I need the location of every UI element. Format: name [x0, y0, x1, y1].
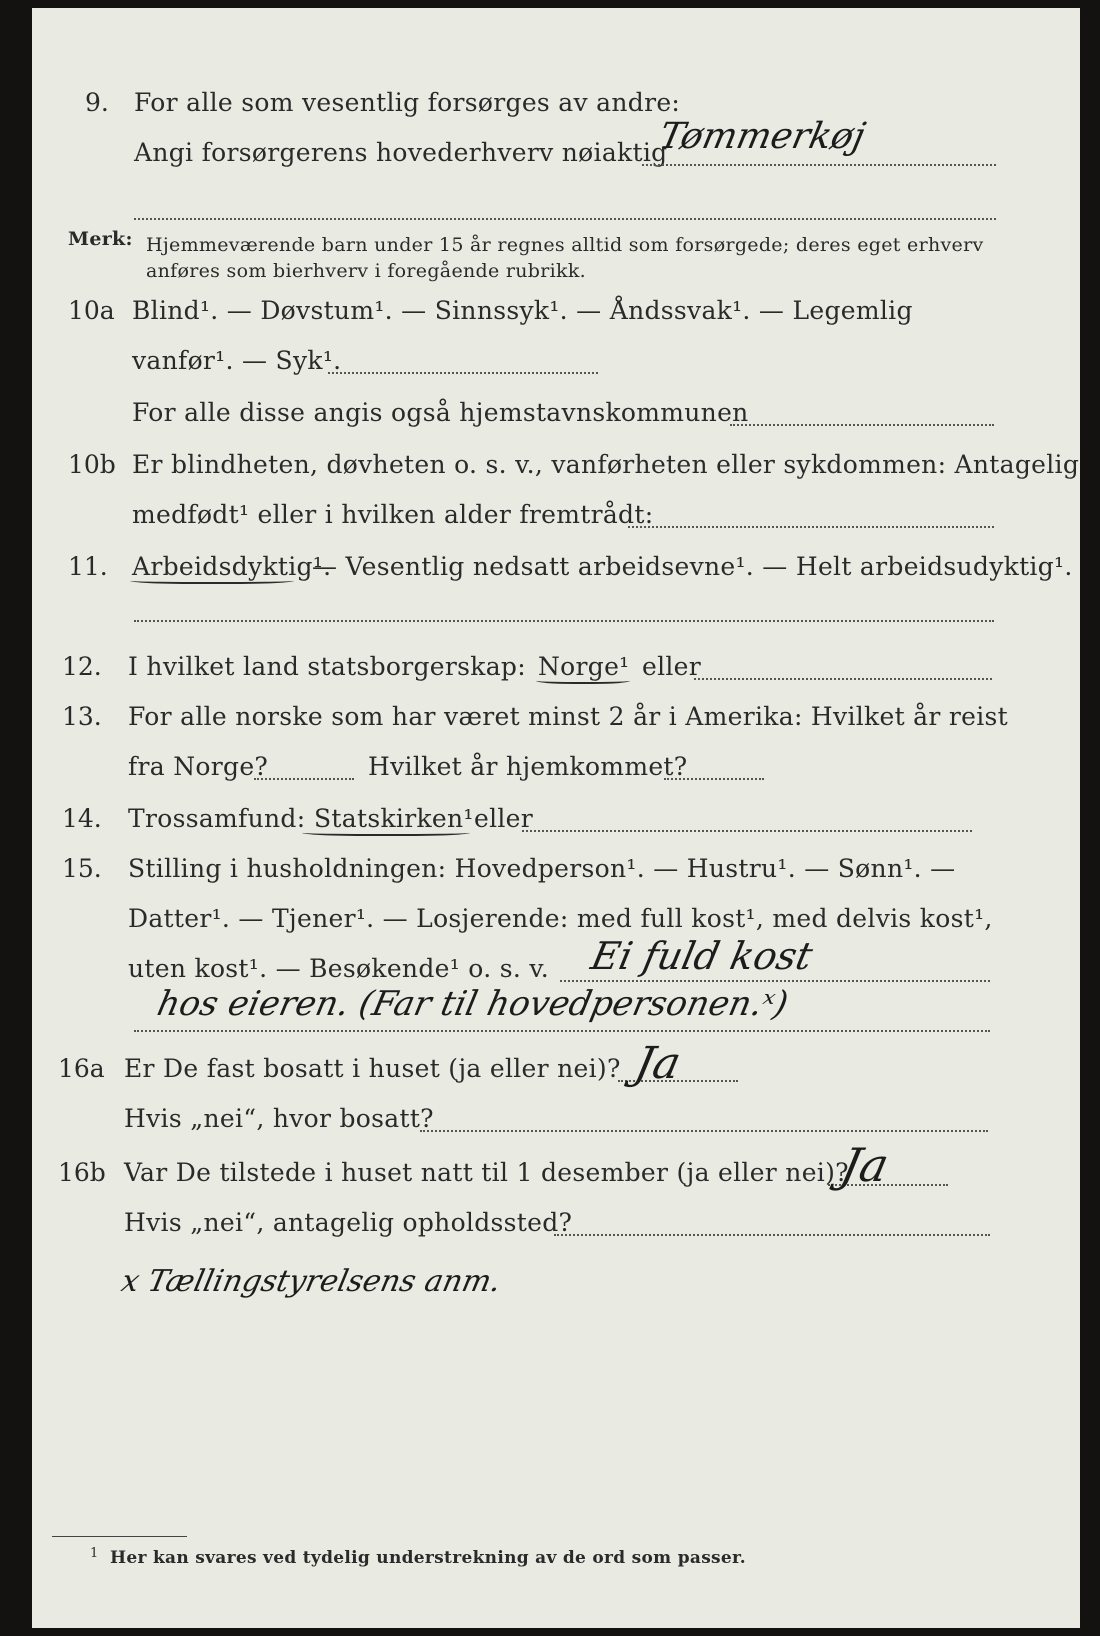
q16b-opholdssted-line: [554, 1234, 990, 1236]
q14-text: Trossamfund:: [128, 804, 306, 833]
q16a-answer-handwritten: Ja: [630, 1038, 686, 1089]
q12-answer-line: [694, 678, 992, 680]
footnote-rule: [52, 1536, 187, 1537]
q13-line2b: Hvilket år hjemkommet?: [368, 752, 688, 781]
q13-hjemkommet-line: [664, 778, 764, 780]
census-form-page: [32, 8, 1080, 1628]
q15-line2: Datter¹. — Tjener¹. — Losjerende: med full kost¹, med delvis kost¹,: [128, 904, 993, 933]
q16b-number: 16b: [58, 1158, 106, 1187]
merk-line1: Hjemmeværende barn under 15 år regnes alltid som forsørgede; deres eget erhverv: [146, 234, 984, 256]
handwritten-note: x Tællingstyrelsens anm.: [118, 1264, 505, 1299]
q11-underline-mark: [130, 576, 294, 584]
q9-answer-line: [642, 164, 996, 166]
q15-answer1-handwritten: Ei fuld kost: [587, 934, 817, 978]
q15-line1: Stilling i husholdningen: Hovedperson¹. — Hustru¹. — Sønn¹. —: [128, 854, 956, 883]
q11-arbeidsdyktig: Arbeidsdyktig¹.: [132, 552, 332, 581]
q14-statskirken: Statskirken¹: [314, 804, 474, 833]
q10a-kommune-line: [730, 424, 994, 426]
q11-number: 11.: [68, 552, 108, 581]
q11-answer-line: [134, 620, 994, 622]
q10a-line2: vanfør¹. — Syk¹.: [132, 346, 342, 375]
q9-line2: Angi forsørgerens hovederhverv nøiaktig: [134, 138, 668, 167]
q10b-line1: Er blindheten, døvheten o. s. v., vanførheten eller sykdommen: Antagelig: [132, 450, 1080, 479]
q16b-line2: Hvis „nei“, antagelig opholdssted?: [124, 1208, 573, 1237]
footnote-mark: 1: [90, 1546, 99, 1561]
q14-number: 14.: [62, 804, 102, 833]
q10b-number: 10b: [68, 450, 116, 479]
q13-line2a: fra Norge?: [128, 752, 269, 781]
q12-number: 12.: [62, 652, 102, 681]
q16a-line1: Er De fast bosatt i huset (ja eller nei)?: [124, 1054, 621, 1083]
q16a-line2: Hvis „nei“, hvor bosatt?: [124, 1104, 434, 1133]
q13-number: 13.: [62, 702, 102, 731]
q10a-syk-line: [328, 372, 598, 374]
q13-line1: For alle norske som har været minst 2 år i Amerika: Hvilket år reist: [128, 702, 1009, 731]
q10a-line1: Blind¹. — Døvstum¹. — Sinnssyk¹. — Åndssvak¹. — Legemlig: [132, 296, 913, 325]
q12-norge: Norge¹: [538, 652, 630, 681]
q12-underline-mark: [536, 676, 630, 684]
q14-eller: eller: [474, 804, 534, 833]
q12-eller: eller: [642, 652, 702, 681]
q16a-bosatt-line: [420, 1130, 988, 1132]
merk-line2: anføres som bierhverv i foregående rubrikk.: [146, 260, 586, 282]
q15-line3: uten kost¹. — Besøkende¹ o. s. v.: [128, 954, 550, 983]
q15-answer2-handwritten: hos eieren. (Far til hovedpersonen.ˣ): [153, 984, 792, 1024]
q13-reist-line: [254, 778, 354, 780]
q16a-number: 16a: [58, 1054, 105, 1083]
footnote-text: Her kan svares ved tydelig understrekning av de ord som passer.: [110, 1548, 746, 1568]
q10b-answer-line: [628, 526, 994, 528]
q9-extra-line: [134, 218, 996, 220]
q12-text: I hvilket land statsborgerskap:: [128, 652, 526, 681]
q9-line1: For alle som vesentlig forsørges av andre:: [134, 88, 681, 117]
q14-underline-mark: [302, 828, 470, 836]
q10a-line3: For alle disse angis også hjemstavnskommunen: [132, 398, 749, 427]
q10b-line2: medfødt¹ eller i hvilken alder fremtrådt:: [132, 500, 654, 529]
q16b-line1: Var De tilstede i huset natt til 1 desember (ja eller nei)?: [124, 1158, 849, 1187]
q11-rest: — Vesentlig nedsatt arbeidsevne¹. — Helt arbeidsudyktig¹.: [312, 552, 1073, 581]
q15-number: 15.: [62, 854, 102, 883]
q16b-answer-handwritten: Ja: [836, 1138, 894, 1192]
q15-answer-line2: [134, 1030, 990, 1032]
merk-label: Merk:: [68, 228, 133, 250]
q9-answer-handwritten: Tømmerkøj: [655, 116, 869, 157]
q14-answer-line: [522, 830, 972, 832]
q10a-number: 10a: [68, 296, 115, 325]
q9-number: 9.: [85, 88, 109, 117]
q15-answer-line1: [560, 980, 990, 982]
